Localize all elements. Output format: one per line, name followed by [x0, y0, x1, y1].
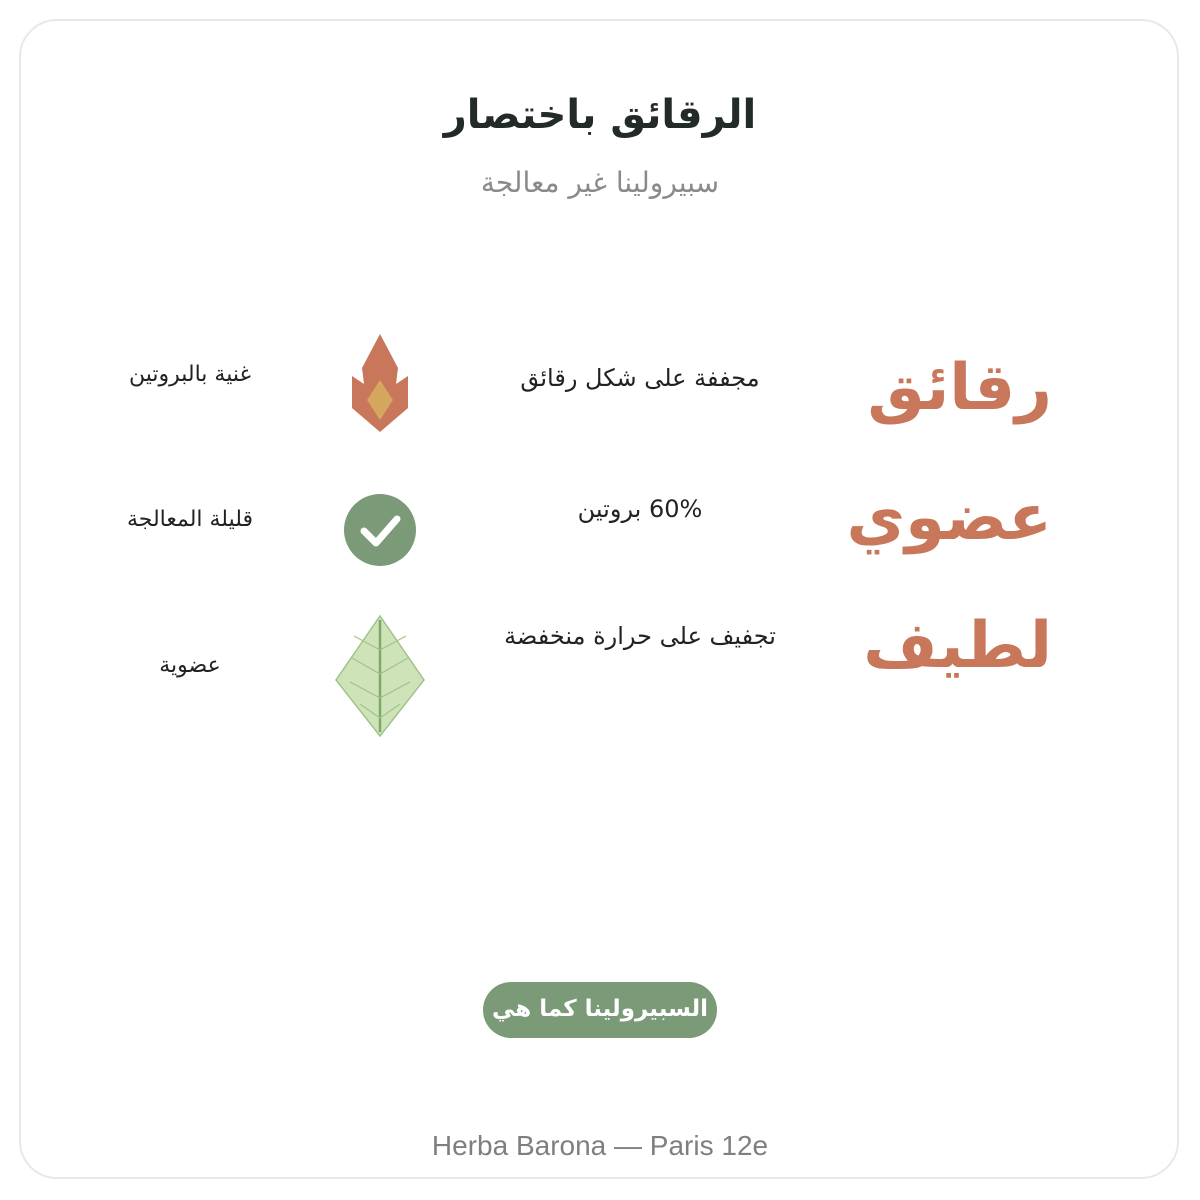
- page-subtitle: سبيرولينا غير معالجة: [480, 166, 720, 199]
- keyword-organic: عضوي: [846, 481, 1052, 555]
- feature-text-protein: 60% بروتين: [577, 495, 703, 523]
- flame-icon: [330, 326, 430, 446]
- feature-text-low-heat: تجفيف على حرارة منخفضة: [504, 622, 776, 650]
- check-circle-icon: [330, 470, 430, 590]
- keyword-gentle: لطيف: [863, 609, 1052, 683]
- benefit-text-organic: عضوية: [159, 653, 221, 678]
- feature-text-flakes: مجففة على شكل رقائق: [520, 364, 760, 392]
- spirulina-as-is-button[interactable]: السبيرولينا كما هي: [483, 982, 717, 1038]
- benefit-text-minimal-processing: قليلة المعالجة: [126, 507, 254, 532]
- benefit-text-protein: غنية بالبروتين: [128, 362, 251, 387]
- keyword-flakes: رقائق: [867, 351, 1052, 425]
- page-title: الرقائق باختصار: [443, 92, 757, 138]
- leaf-icon: [330, 614, 430, 734]
- footer-brand-text: Herba Barona — Paris 12e: [431, 1130, 769, 1161]
